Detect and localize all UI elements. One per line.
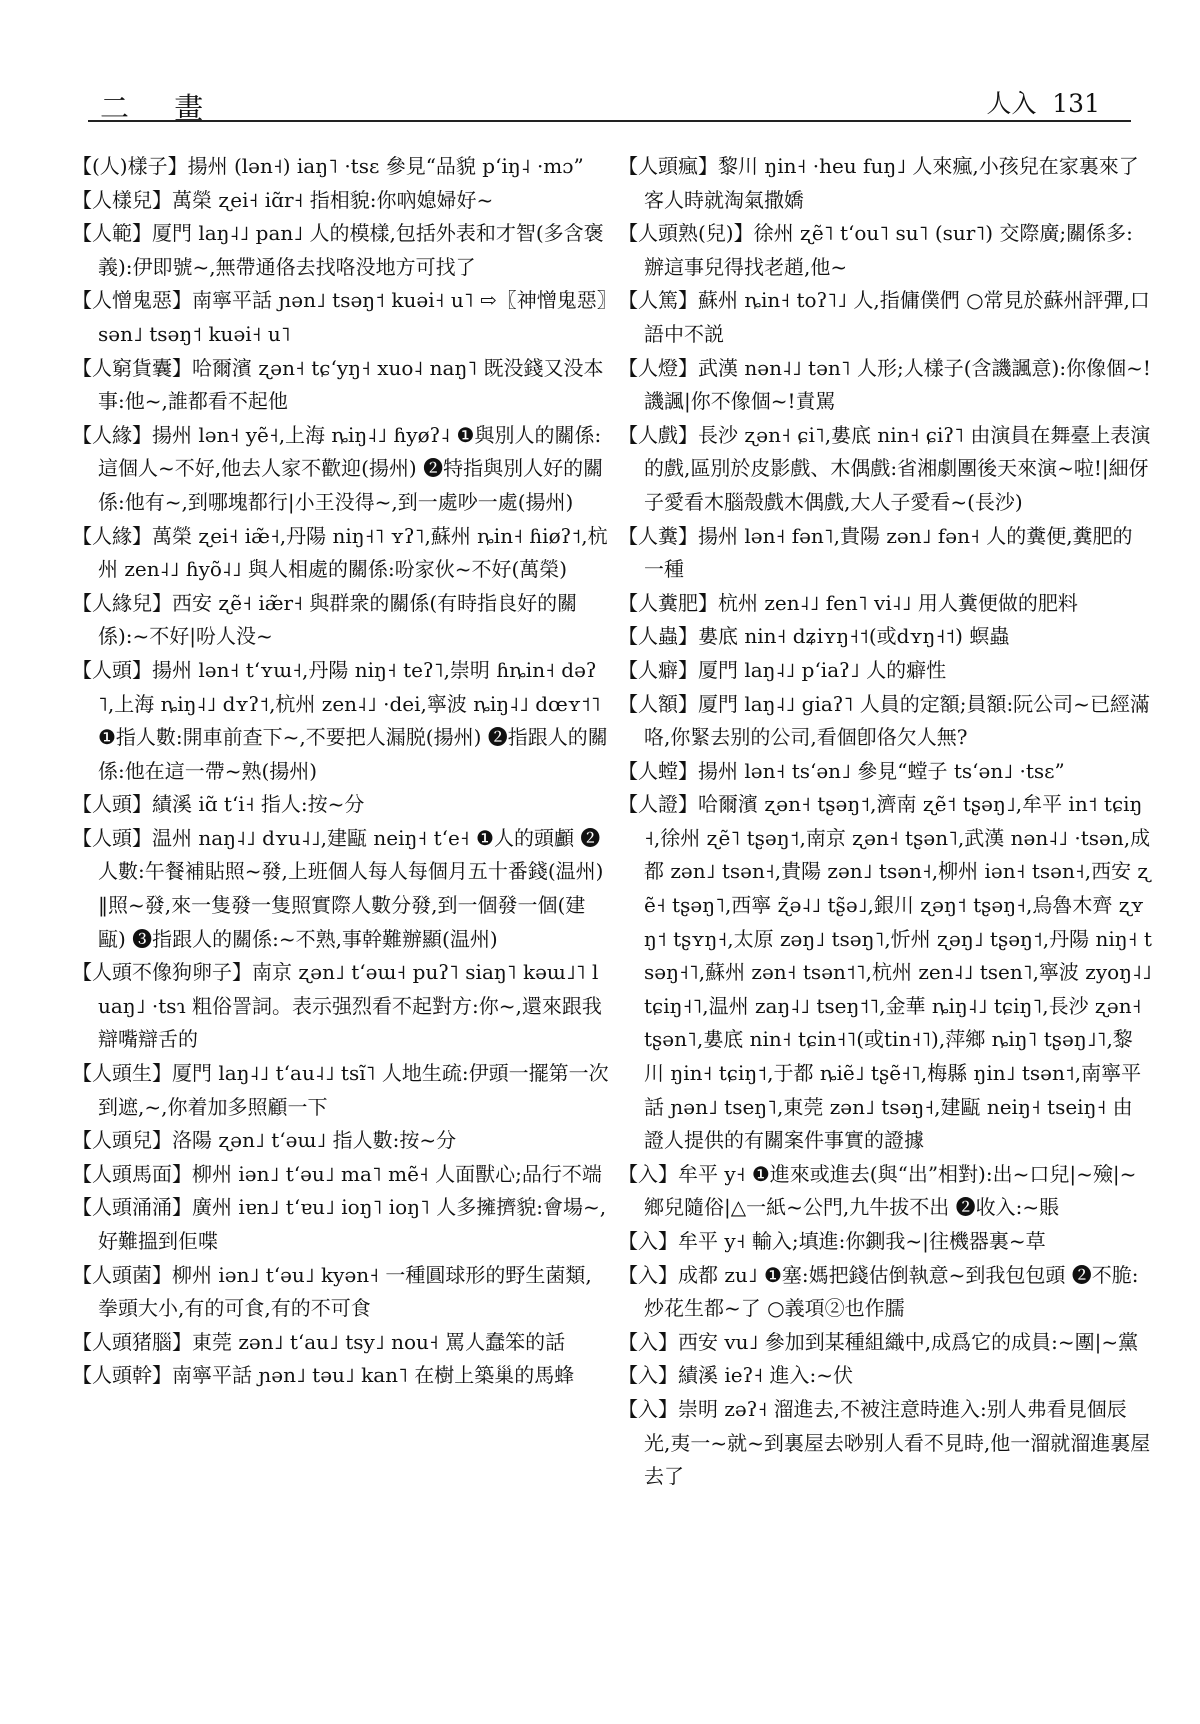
dictionary-entry: 【入】牟平 y˧ ❶進來或進去(與“出”相對):出~口兒|~殮|~鄉兒隨俗|△一紙~公門,九牛拔不出 ❷收入:~賬	[618, 1161, 1137, 1220]
dictionary-entry: 【人頭】揚州 lən˧ tʻʏɯ˧,丹陽 niŋ˧ teʔ˥,崇明 ɦȵin˧ dəʔ˥,上海 ȵiŋ˨˩ dʏʔ˦,杭州 zen˨˩ ·dei,寧波 ȵiŋ˨˩ dœʏ˦˥ ❶指人數:開車前查下~,不要把人漏脱(揚州) ❷指跟人的關係:他在這一帶~熟(揚州)	[72, 657, 608, 783]
dictionary-entry: 【入】績溪 ieʔ˧ 進入:~伏	[618, 1363, 854, 1388]
dictionary-entry: 【人頭馬面】柳州 iən˩ tʻəu˩ ma˥ mẽ˧ 人面獸心;品行不端	[72, 1161, 602, 1186]
header-rule	[88, 120, 1131, 122]
page-number: 131	[1052, 89, 1100, 118]
dictionary-entry: 【入】牟平 y˧ 輸入;填進:你鍘我~|往機器裏~草	[618, 1229, 1046, 1253]
dictionary-entry: 【人篤】蘇州 ȵin˧ toʔ˥˩ 人,指傭僕們 ○常見於蘇州評彈,口語中不説	[618, 288, 1150, 346]
dictionary-entry: 【人燈】武漢 nən˨˩ tən˥ 人形;人樣子(含譏諷意):你像個~!譏諷|你不像個~!責駡	[618, 355, 1151, 414]
dictionary-entry: 【人緣】萬榮 ʐei˧ iæ̃˧,丹陽 niŋ˧˥ ʏʔ˥,蘇州 ȵin˧ ɦiøʔ˦,杭州 zen˨˩ ɦyõ˨˩ 與人相處的關係:吩家伙~不好(萬榮)	[72, 523, 608, 582]
dictionary-entry: 【人頭熟(兒)】徐州 ʐẽ˥ tʻou˥ su˥ (sur˥) 交際廣;關係多:辦這事兒得找老趙,他~	[618, 221, 1133, 279]
dictionary-entry: 【人蟲】婁底 nin˧ dʑiʏŋ˧˦(或dʏŋ˧˦) 螟蟲	[618, 624, 1010, 649]
dictionary-entry: 【入】成都 zu˩ ❶塞:媽把錢估倒執意~到我包包頭 ❷不脆:炒花生都~了 ○義項②也作臑	[618, 1262, 1139, 1321]
left-column	[72, 150, 610, 1393]
dictionary-entry: 【人證】哈爾濱 ʐən˧ tʂəŋ˦,濟南 ʐẽ˦ tʂəŋ˩,牟平 in˦ tɕiŋ˧,徐州 ʐẽ˥ tʂəŋ˦,南京 ʐən˧ tʂən˥,武漢 nən˨˩ ·tsən,成都 zən˩ tsən˧,貴陽 zən˩ tsən˧,柳州 iən˧ tsən˧,西安 ʐẽ˧ tʂəŋ˥,西寧 ʐ̃ə˨˩ tʂ̃ə˩,銀川 ʐəŋ˦ tʂəŋ˧,烏魯木齊 ʐʏŋ˦ tʂʏŋ˧,太原 zəŋ˩ tsəŋ˥,忻州 ʐəŋ˩ tʂəŋ˦,丹陽 niŋ˧ tsəŋ˧˥,蘇州 zən˧ tsən˦˥,杭州 zen˨˩ tsen˥,寧波 zyoŋ˨˩ tɕiŋ˧˥,温州 zaŋ˨˩ tseŋ˦˥,金華 ȵiŋ˨˩ tɕiŋ˥,長沙 ʐən˧ tʂən˥,婁底 nin˧ tɕin˧˥(或tin˧˥),萍鄉 ȵiŋ˥ tʂəŋ˩˥,黎川 ŋin˧ tɕiŋ˦,于都 ȵiẽ˩ tʂẽ˧˥,梅縣 ŋin˩ tsən˦,南寧平話 ɲən˩ tseŋ˥,東莞 zən˩ tsəŋ˧,建甌 neiŋ˧ tseiŋ˧ 由證人提供的有關案件事實的證據	[618, 792, 1152, 1153]
dictionary-entry: 【人癖】厦門 laŋ˨˩ pʻiaʔ˩ 人的癖性	[618, 657, 947, 682]
dictionary-entry: 【人頭】績溪 iɑ̃ tʻi˧ 指人:按~分	[72, 792, 365, 817]
dictionary-entry: 【(人)樣子】揚州 (lən˧) iaŋ˥ ·tsɛ 參見“品貌 pʻiŋ˨ ·mɔ”	[72, 154, 584, 178]
dictionary-entry: 【人頭瘋】黎川 ŋin˧ ·heu fuŋ˩ 人來瘋,小孩兒在家裏來了客人時就淘氣撒嬌	[618, 154, 1139, 212]
dictionary-entry: 【人樣兒】萬榮 ʐei˧ iɑ̃r˧ 指相貌:你吶媳婦好~	[72, 187, 494, 212]
dictionary-entry: 【人窮貨囊】哈爾濱 ʐən˧ tɕʻyŋ˧ xuo˨ naŋ˥ 既没錢又没本事:他~,誰都看不起他	[72, 355, 604, 414]
section-label: 二 畫	[100, 91, 222, 125]
dictionary-entry: 【人頭菌】柳州 iən˩ tʻəu˩ kyən˧ 一種圓球形的野生菌類,拳頭大小,有的可食,有的不可食	[72, 1262, 592, 1321]
dictionary-entry: 【人頭生】厦門 laŋ˨˩ tʻau˨˩ tsĩ˥ 人地生疏:伊頭一擺第一次到遮,~,你着加多照顧一下	[72, 1061, 609, 1119]
dictionary-entry: 【人糞】揚州 lən˧ fən˥,貴陽 zən˩ fən˧ 人的糞便,糞肥的一種	[618, 523, 1133, 582]
dictionary-entry: 【人螳】揚州 lən˧ tsʻən˩ 參見“螳子 tsʻən˩ ·tsɛ”	[618, 758, 1065, 783]
right-column	[618, 150, 1152, 1494]
dictionary-entry: 【人緣】揚州 lən˧ yẽ˧,上海 ȵiŋ˨˩ ɦyøʔ˨ ❶與別人的關係:這個人~不好,他去人家不歡迎(揚州) ❷特指與別人好的關係:他有~,到哪塊都行|小王没得~,到一處吵一處(揚州)	[72, 422, 604, 514]
dictionary-entry: 【人額】厦門 laŋ˨˩ giaʔ˥ 人員的定額;員額:阮公司~已經滿咯,你緊去别的公司,看個卽佫欠人無?	[618, 691, 1150, 750]
dictionary-entry: 【人頭不像狗卵子】南京 ʐən˩ tʻəɯ˧ puʔ˥ siaŋ˥ kəɯ˩˥ luaŋ˩ ·tsɿ 粗俗詈詞。表示强烈看不起對方:你~,還來跟我辯嘴辯舌的	[72, 960, 602, 1052]
dictionary-entry: 【人頭猪腦】東莞 zən˩ tʻau˩ tsy˩ nou˧ 罵人蠢笨的話	[72, 1329, 566, 1354]
dictionary-entry: 【人頭涌涌】廣州 iɐn˩ tʻɐu˩ ioŋ˥ ioŋ˥ 人多擁擠貌:會場~,好難搵到佢喋	[72, 1195, 607, 1253]
dictionary-entry: 【人糞肥】杭州 zen˨˩ fen˥ vi˨˩ 用人糞便做的肥料	[618, 590, 1078, 615]
page-header	[88, 80, 1128, 124]
dictionary-entry: 【人頭兒】洛陽 ʐən˩ tʻəɯ˩ 指人數:按~分	[72, 1128, 457, 1153]
dictionary-entry: 【人戲】長沙 ʐən˧ ɕi˥,婁底 nin˧ ɕiʔ˥ 由演員在舞臺上表演的戲,區別於皮影戲、木偶戲:省湘劇團後天來演~啦!|細伢子愛看木腦殼戲木偶戲,大人子愛看~(長沙)	[618, 422, 1151, 514]
page-heading-right	[986, 84, 1100, 120]
heading-characters: 人入	[986, 89, 1037, 118]
dictionary-entry: 【人頭】温州 naŋ˨˩ dʏu˨˩,建甌 neiŋ˧ tʻe˧ ❶人的頭顱 ❷人數:午餐補貼照~發,上班個人每人每個月五十番錢(温州)‖照~發,來一隻發一隻照實際人數分發,到一個發一個(建甌) ❸指跟人的關係:~不熟,事幹難辦顯(温州)	[72, 825, 604, 951]
dictionary-entry: 【人緣兒】西安 ʐẽ˧ iæ̃r˧ 與群衆的關係(有時指良好的關係):~不好|吩人没~	[72, 590, 578, 649]
dictionary-entry: 【入】崇明 zəʔ˧ 溜進去,不被注意時進入:别人弗看見個辰光,夷一~就~到裏屋去唦别人看不見時,他一溜就溜進裏屋去了	[618, 1396, 1151, 1489]
dictionary-entry: 【人範】厦門 laŋ˨˩ pan˩ 人的模樣,包括外表和才智(多含褒義):伊即號~,無帶通佫去找咯没地方可找了	[72, 221, 604, 279]
dictionary-entry: 【入】西安 vu˩ 參加到某種組織中,成爲它的成員:~團|~黨	[618, 1329, 1139, 1354]
dictionary-entry: 【人憎鬼惡】南寧平話 ɲən˩ tsəŋ˦ kuəi˧ u˥ ⇨〖神憎鬼惡〗sən˩ tsəŋ˦ kuəi˧ u˥	[72, 288, 607, 346]
dictionary-entry: 【人頭幹】南寧平話 ɲən˩ təu˩ kan˥ 在樹上築巢的馬蜂	[72, 1363, 575, 1388]
